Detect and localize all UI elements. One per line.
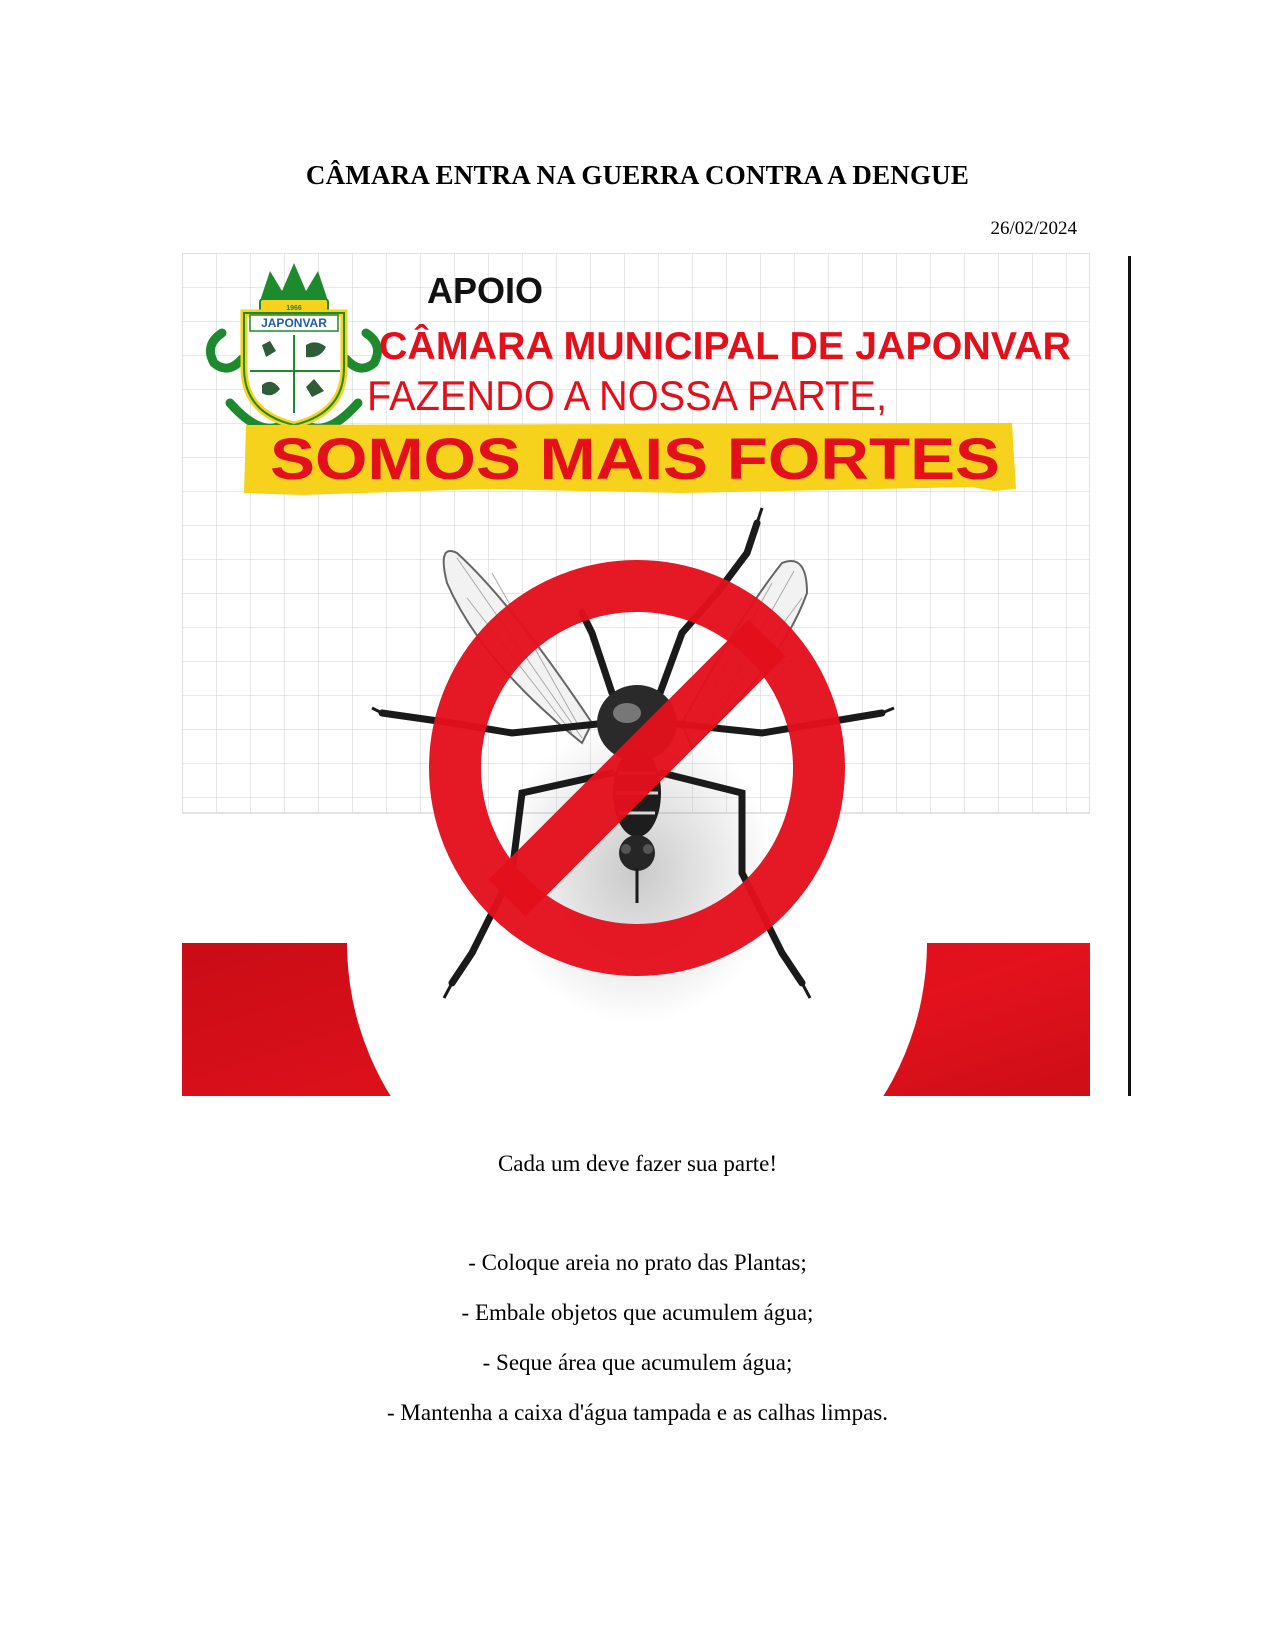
tip-item: - Coloque areia no prato das Plantas;	[468, 1250, 807, 1275]
tip-item: - Embale objetos que acumulem água;	[461, 1300, 814, 1325]
slogan-line-1: FAZENDO A NOSSA PARTE,	[367, 372, 887, 419]
campaign-banner-image	[182, 253, 1090, 1096]
slogan-line-2: SOMOS MAIS FORTES	[270, 427, 1000, 492]
tip-item: - Seque área que acumulem água;	[482, 1350, 793, 1375]
svg-text:1966: 1966	[286, 305, 302, 312]
svg-text:JAPONVAR: JAPONVAR	[261, 316, 327, 330]
institution-name: CÂMARA MUNICIPAL DE JAPONVAR	[379, 325, 1065, 368]
tip-item: - Mantenha a caixa d'água tampada e as calhas limpas.	[387, 1400, 888, 1425]
page-title: CÂMARA ENTRA NA GUERRA CONTRA A DENGUE	[305, 160, 970, 190]
intro-text: Cada um deve fazer sua parte!	[497, 1151, 778, 1176]
support-label: APOIO	[427, 270, 544, 311]
publish-date: 26/02/2024	[990, 218, 1077, 239]
page-border-line	[1128, 256, 1131, 1096]
